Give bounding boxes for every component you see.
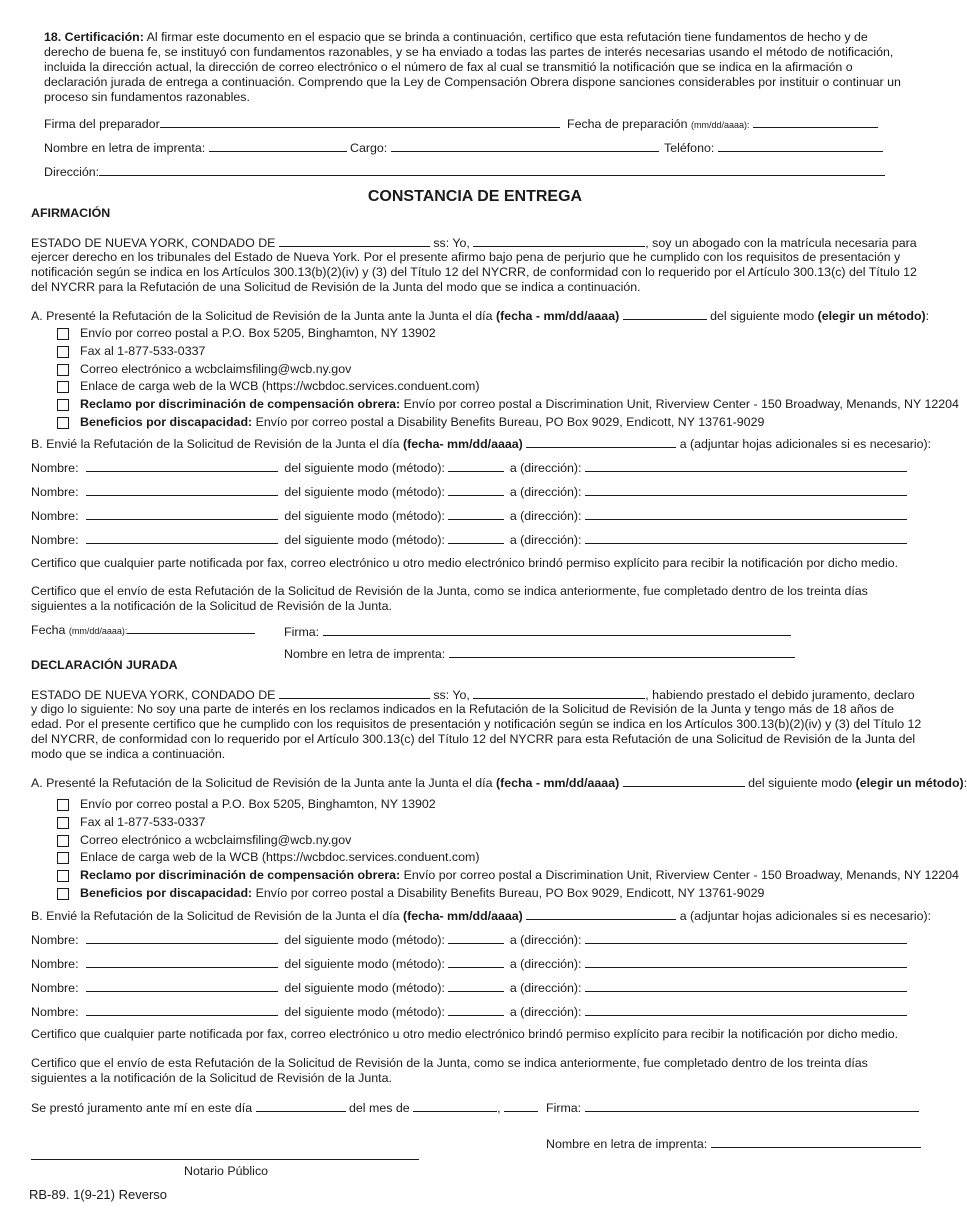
recipient-address-field[interactable]: [585, 484, 907, 496]
recipient-method-field[interactable]: [448, 932, 504, 944]
affirmation-recipient-row: [31, 460, 907, 476]
recipient-address-label: a (dirección):: [509, 485, 582, 499]
recipient-address-field[interactable]: [585, 1004, 907, 1016]
affirmation-method-label-bold: Reclamo por discriminación de compensación obrera:: [80, 397, 401, 412]
affirmation-served-line: [31, 436, 931, 452]
certification-text: Al firmar este documento en el espacio que se brinda a continuación, certifico que esta refutación tiene fundamentos de hecho y de derecho de buena fe, se instituyó con fundamentos razonables, y se ha enviado a todas las partes de interés necesarias usando el método de notificación, incluida la dirección actual, la dirección de correo electrónico o el número de fax al cual se transmitió la notificación que se indica en la afirmación o declaración jurada de entrega a continuación. Comprendo que la Ley de Compensación Obrera dispone sanciones considerables por instituir o continuar un proceso sin fundamentos razonables.: [44, 30, 901, 104]
declaration-method-label: [80, 797, 436, 812]
affirmation-method-label: [80, 326, 436, 341]
recipient-address-label: a (dirección):: [509, 933, 582, 947]
recipient-name-field[interactable]: [86, 956, 278, 968]
declaration-heading: DECLARACIÓN JURADA: [31, 658, 178, 672]
recipient-address-field[interactable]: [585, 508, 907, 520]
affirmation-filed-colon: :: [925, 309, 930, 323]
affirmation-method-label: [80, 415, 764, 430]
recipient-name-label: Nombre:: [31, 957, 79, 971]
affirmation-cert1: Certifico que cualquier parte notificada por fax, correo electrónico u otro medio electrónico brindó permiso explícito para recibir la notificación por dicho medio.: [31, 556, 899, 570]
declaration-filed-text: A. Presenté la Refutación de la Solicitud de Revisión de la Junta ante la Junta el día: [31, 776, 493, 790]
declaration-method-checkbox[interactable]: [57, 888, 69, 900]
page-title: CONSTANCIA DE ENTREGA: [367, 188, 583, 205]
affirmation-method-checkbox[interactable]: [57, 364, 69, 376]
prep-date-format: (mm/dd/aaaa):: [691, 120, 750, 130]
declaration-signature-field[interactable]: [585, 1100, 919, 1112]
affirmation-method-label-text: Fax al 1-877-533-0337: [80, 343, 206, 358]
phone-line: [664, 140, 883, 156]
recipient-method-label: del siguiente modo (método):: [284, 933, 445, 947]
print-name-label: Nombre en letra de imprenta:: [44, 141, 206, 155]
affirmation-county-field[interactable]: [279, 235, 430, 247]
affirmation-printname-line: [284, 646, 795, 662]
recipient-name-field[interactable]: [86, 980, 278, 992]
affirmation-method-label: [80, 344, 205, 359]
sworn-month-label: del mes de: [349, 1101, 410, 1115]
recipient-method-label: del siguiente modo (método):: [284, 957, 445, 971]
prep-date-label: Fecha de preparación: [567, 117, 688, 131]
affirmation-cert2: Certifico que el envío de esta Refutación de la Solicitud de Revisión de la Junta, como se indica anteriormente, fue completado dentro de los treinta días siguientes a la notificación de la Solicitud de Revisión de la Junta.: [31, 584, 868, 613]
declaration-method-label-bold: Beneficios por discapacidad:: [80, 886, 253, 900]
sworn-day-field[interactable]: [256, 1100, 346, 1112]
recipient-address-field[interactable]: [585, 460, 907, 472]
affirmation-state-line: [31, 235, 917, 251]
notary-signature-field[interactable]: [31, 1159, 419, 1160]
affirmation-ss-label: ss: Yo,: [433, 236, 470, 250]
recipient-method-field[interactable]: [448, 1004, 504, 1016]
declaration-filed-mode: del siguiente modo: [748, 776, 853, 790]
declaration-served-line: [31, 908, 931, 924]
declaration-paragraph: y digo lo siguiente: No soy una parte de interés en los reclamos indicados en la Refutación de la Solicitud de Revisión de la Junta y tengo más de 18 años de edad. Por el presente certifico que he cumplido con los requisitos de presentación y notificación según se indica en los Artículos 300.13(b)(2)(iv) y (3) del Título 12 del NYCRR, de conformidad con lo requerido por el Artículo 300.13(c) del Título 12 del NYCRR para esta Refutación de una Solicitud de Revisión de la Junta del modo que se indica a continuación.: [31, 702, 922, 761]
recipient-method-label: del siguiente modo (método):: [284, 509, 445, 523]
recipient-method-label: del siguiente modo (método):: [284, 461, 445, 475]
affirmation-date-line: [31, 622, 255, 639]
declaration-recipient-row: [31, 956, 907, 972]
affirmation-filed-line: [31, 308, 929, 324]
recipient-method-field[interactable]: [448, 532, 504, 544]
recipient-method-field[interactable]: [448, 980, 504, 992]
sworn-comma: ,: [497, 1101, 501, 1115]
preparer-signature-field[interactable]: [160, 116, 560, 128]
declaration-method-checkbox[interactable]: [57, 870, 69, 882]
declaration-method-label: [80, 850, 479, 865]
affirmation-method-checkbox[interactable]: [57, 346, 69, 358]
recipient-address-label: a (dirección):: [509, 509, 582, 523]
address-label: Dirección:: [44, 165, 100, 179]
affirmation-state-label: ESTADO DE NUEVA YORK, CONDADO DE: [31, 236, 276, 250]
declaration-signature-line: [546, 1100, 919, 1116]
affirmation-served-end: a (adjuntar hojas adicionales si es necesario):: [679, 437, 932, 451]
declaration-printname-line: [546, 1136, 921, 1152]
certification-number: 18. Certificación:: [44, 30, 144, 44]
recipient-name-field[interactable]: [86, 932, 278, 944]
address-line: [44, 164, 885, 180]
cargo-line: [350, 140, 659, 156]
affirmation-filed-date-hint: (fecha - mm/dd/aaaa): [495, 309, 620, 323]
affirmation-date-format: (mm/dd/aaaa):: [68, 626, 128, 636]
declaration-printname-field[interactable]: [711, 1136, 921, 1148]
recipient-method-label: del siguiente modo (método):: [284, 1005, 445, 1019]
declaration-method-label-text: Correo electrónico a wcbclaimsfiling@wcb.ny.gov: [80, 832, 352, 847]
recipient-name-field[interactable]: [86, 508, 278, 520]
print-name-line: [44, 140, 347, 156]
phone-label: Teléfono:: [664, 141, 715, 155]
declaration-method-checkbox[interactable]: [57, 799, 69, 811]
declaration-filed-colon: :: [963, 776, 967, 790]
declaration-method-label-text: Envío por correo postal a Discrimination Unit, Riverview Center - 150 Broadway, Menands, NY 12204: [400, 868, 959, 883]
affirmation-intro-end: , soy un abogado con la matrícula necesaria para: [645, 236, 917, 250]
declaration-served-text: B. Envié la Refutación de la Solicitud de Revisión de la Junta el día: [31, 909, 400, 923]
affirmation-method-label-text: Enlace de carga web de la WCB (https://wcbdoc.services.conduent.com): [80, 379, 480, 394]
affirmation-method-label-text: Correo electrónico a wcbclaimsfiling@wcb.ny.gov: [80, 361, 352, 376]
declaration-served-date-hint: (fecha- mm/dd/aaaa): [402, 909, 523, 923]
recipient-address-field[interactable]: [585, 932, 907, 944]
affirmation-date-label: Fecha: [31, 623, 66, 637]
declaration-method-label: [80, 833, 351, 848]
cargo-field[interactable]: [391, 140, 659, 152]
affirmation-filed-method-hint: (elegir un método): [817, 309, 926, 323]
declaration-recipient-row: [31, 980, 907, 996]
recipient-name-field[interactable]: [86, 532, 278, 544]
recipient-method-field[interactable]: [448, 460, 504, 472]
declaration-cert2: Certifico que el envío de esta Refutación de la Solicitud de Revisión de la Junta, como se indica anteriormente, fue completado dentro de los treinta días siguientes a la notificación de la Solicitud de Revisión de la Junta.: [31, 1056, 868, 1085]
declaration-name-field[interactable]: [473, 687, 645, 699]
prep-date-field[interactable]: [753, 116, 878, 128]
affirmation-recipient-row: [31, 508, 907, 524]
declaration-cert1: Certifico que cualquier parte notificada por fax, correo electrónico u otro medio electrónico brindó permiso explícito para recibir la notificación por dicho medio.: [31, 1027, 899, 1041]
recipient-name-field[interactable]: [86, 1004, 278, 1016]
print-name-field[interactable]: [209, 140, 347, 152]
recipient-name-label: Nombre:: [31, 981, 79, 995]
recipient-method-field[interactable]: [448, 956, 504, 968]
affirmation-method-checkbox[interactable]: [57, 417, 69, 429]
declaration-method-checkbox[interactable]: [57, 852, 69, 864]
recipient-name-label: Nombre:: [31, 933, 79, 947]
phone-field[interactable]: [718, 140, 883, 152]
declaration-printname-label: Nombre en letra de imprenta:: [546, 1137, 708, 1151]
affirmation-method-checkbox[interactable]: [57, 381, 69, 393]
declaration-method-label: [80, 868, 959, 883]
affirmation-paragraph: ejercer derecho en los tribunales del Estado de Nueva York. Por el presente afirmo bajo pena de perjurio que he cumplido con los requisitos de presentación y notificación según se indica en los Artículos 300.13(b)(2)(iv) y (3) del Título 12 del NYCRR, de conformidad con lo requerido por el Artículo 300.13(c) del Título 12 del NYCRR para la Refutación de una Solicitud de Revisión de la Junta del modo que se indica a continuación.: [31, 250, 917, 294]
affirmation-method-label: [80, 362, 351, 377]
sworn-month-field[interactable]: [413, 1100, 497, 1112]
recipient-name-field[interactable]: [86, 484, 278, 496]
sworn-label: Se prestó juramento ante mí en este día: [31, 1101, 253, 1115]
recipient-name-label: Nombre:: [31, 485, 79, 499]
affirmation-filed-text: A. Presenté la Refutación de la Solicitud de Revisión de la Junta ante la Junta el día: [31, 309, 493, 323]
declaration-method-label-text: Envío por correo postal a Disability Benefits Bureau, PO Box 9029, Endicott, NY 13761-9029: [252, 886, 765, 900]
affirmation-date-field[interactable]: [127, 622, 255, 634]
affirmation-method-checkbox[interactable]: [57, 399, 69, 411]
affirmation-served-text: B. Envié la Refutación de la Solicitud de Revisión de la Junta el día: [31, 437, 400, 451]
declaration-state-label: ESTADO DE NUEVA YORK, CONDADO DE: [31, 688, 276, 702]
sworn-year-field[interactable]: [504, 1100, 538, 1112]
declaration-filed-line: [31, 775, 967, 791]
declaration-ss-label: ss: Yo,: [433, 688, 470, 702]
sworn-line: [31, 1100, 538, 1116]
prep-date-line: [567, 116, 878, 133]
recipient-name-field[interactable]: [86, 460, 278, 472]
declaration-recipient-row: [31, 932, 907, 948]
declaration-method-label-text: Envío por correo postal a P.O. Box 5205, Binghamton, NY 13902: [80, 797, 436, 811]
recipient-address-field[interactable]: [585, 532, 907, 544]
recipient-method-field[interactable]: [448, 484, 504, 496]
declaration-filed-date-field[interactable]: [623, 775, 745, 787]
affirmation-filed-mode: del siguiente modo: [710, 309, 815, 323]
declaration-method-label-text: Enlace de carga web de la WCB (https://wcbdoc.services.conduent.com): [80, 850, 480, 865]
affirmation-printname-label: Nombre en letra de imprenta:: [284, 647, 446, 661]
recipient-address-label: a (dirección):: [509, 461, 582, 475]
affirmation-method-label-text: Envío por correo postal a Discrimination Unit, Riverview Center - 150 Broadway, Menands, NY 12204: [400, 397, 959, 412]
declaration-filed-date-hint: (fecha - mm/dd/aaaa): [495, 776, 620, 790]
recipient-method-label: del siguiente modo (método):: [284, 981, 445, 995]
declaration-state-line: [31, 687, 915, 703]
notary-label: Notario Público: [184, 1164, 269, 1178]
affirmation-signature-label: Firma:: [284, 625, 320, 639]
affirmation-method-label-text: Envío por correo postal a Disability Benefits Bureau, PO Box 9029, Endicott, NY 13761-9029: [252, 415, 765, 429]
declaration-method-label: [80, 815, 205, 830]
affirmation-printname-field[interactable]: [449, 646, 795, 658]
recipient-method-label: del siguiente modo (método):: [284, 485, 445, 499]
cargo-label: Cargo:: [350, 141, 388, 155]
affirmation-recipient-row: [31, 484, 907, 500]
declaration-filed-method-hint: (elegir un método): [855, 776, 964, 790]
recipient-address-label: a (dirección):: [509, 1005, 582, 1019]
affirmation-served-date-field[interactable]: [526, 436, 676, 448]
affirmation-name-field[interactable]: [473, 235, 645, 247]
affirmation-method-label: [80, 379, 479, 394]
affirmation-method-checkbox[interactable]: [57, 328, 69, 340]
affirmation-filed-date-field[interactable]: [623, 308, 707, 320]
declaration-method-label: [80, 886, 764, 901]
declaration-method-checkbox[interactable]: [57, 817, 69, 829]
preparer-signature-line: [44, 116, 560, 132]
recipient-address-field[interactable]: [585, 956, 907, 968]
affirmation-method-label-text: Envío por correo postal a P.O. Box 5205, Binghamton, NY 13902: [80, 326, 436, 340]
recipient-method-label: del siguiente modo (método):: [284, 533, 445, 547]
affirmation-signature-field[interactable]: [323, 624, 791, 636]
recipient-address-label: a (dirección):: [509, 957, 582, 971]
affirmation-signature-line: [284, 624, 791, 640]
declaration-served-date-field[interactable]: [526, 908, 676, 920]
affirmation-heading: AFIRMACIÓN: [31, 206, 111, 220]
declaration-intro-end: , habiendo prestado el debido juramento, declaro: [645, 688, 915, 702]
declaration-method-label-bold: Reclamo por discriminación de compensación obrera:: [80, 868, 401, 883]
declaration-signature-label: Firma:: [546, 1101, 582, 1115]
affirmation-method-label-bold: Beneficios por discapacidad:: [80, 415, 253, 429]
recipient-name-label: Nombre:: [31, 1005, 79, 1019]
affirmation-method-label: [80, 397, 959, 412]
certification-paragraph: [44, 30, 914, 105]
declaration-method-checkbox[interactable]: [57, 835, 69, 847]
recipient-name-label: Nombre:: [31, 533, 79, 547]
recipient-method-field[interactable]: [448, 508, 504, 520]
recipient-address-field[interactable]: [585, 980, 907, 992]
recipient-address-label: a (dirección):: [509, 533, 582, 547]
declaration-served-end: a (adjuntar hojas adicionales si es necesario):: [679, 909, 932, 923]
recipient-name-label: Nombre:: [31, 509, 79, 523]
declaration-county-field[interactable]: [279, 687, 430, 699]
form-footer: RB-89. 1(9-21) Reverso: [29, 1187, 167, 1202]
affirmation-served-date-hint: (fecha- mm/dd/aaaa): [402, 437, 523, 451]
recipient-name-label: Nombre:: [31, 461, 79, 475]
affirmation-recipient-row: [31, 532, 907, 548]
preparer-signature-label: Firma del preparador: [44, 117, 160, 131]
declaration-recipient-row: [31, 1004, 907, 1020]
declaration-method-label-text: Fax al 1-877-533-0337: [80, 814, 206, 829]
recipient-address-label: a (dirección):: [509, 981, 582, 995]
address-field[interactable]: [99, 164, 885, 176]
